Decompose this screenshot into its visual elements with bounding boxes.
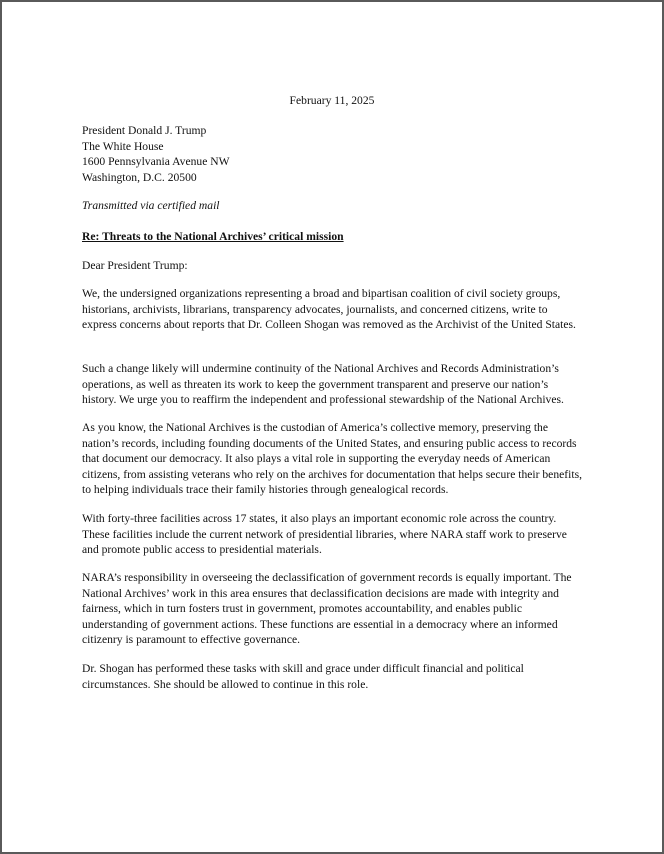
- body-paragraph: NARA’s responsibility in overseeing the declassification of government records is equally important. The National Archives’ work in this area ensures that declassification decisions are made with integrity and fairness, which in turn fosters trust in government, promotes accountability, and enables public understanding of government actions. These functions are essential in a democracy where an informed citizenry is paramount to effective governance.: [82, 571, 572, 647]
- recipient-street: 1600 Pennsylvania Avenue NW: [82, 155, 230, 169]
- recipient-organization: The White House: [82, 139, 164, 153]
- recipient-name: President Donald J. Trump: [82, 124, 207, 137]
- salutation: Dear President Trump:: [82, 259, 188, 272]
- body-paragraph: With forty-three facilities across 17 states, it also plays an important economic role across the country. These facilities include the current network of presidential libraries, where NARA staff work to preserve and promote public access to presidential materials.: [82, 512, 567, 557]
- transmittal-note: Transmitted via certified mail: [82, 199, 220, 212]
- letter-date: February 11, 2025: [289, 94, 375, 107]
- body-paragraph: As you know, the National Archives is the custodian of America’s collective memory, preserving the nation’s records, including founding documents of the United States, and ensuring public access to records that document our democracy. It also plays a vital role in supporting the everyday needs of American citizens, from assisting veterans who rely on the archives for documentation that helps secure their benefits, to helping individuals trace their family histories through genealogical records.: [82, 421, 582, 497]
- body-paragraph: We, the undersigned organizations representing a broad and bipartisan coalition of civil society groups, historians, archivists, librarians, transparency advocates, journalists, and concerned citizens, write to express concerns about reports that Dr. Colleen Shogan was removed as the Archivist of the United States.: [82, 287, 576, 332]
- body-paragraph: Such a change likely will undermine continuity of the National Archives and Records Administration’s operations, as well as threaten its work to keep the government transparent and preserve our nation’s history. We urge you to reaffirm the independent and professional stewardship of the National Archives.: [82, 362, 564, 407]
- body-paragraph: Dr. Shogan has performed these tasks with skill and grace under difficult financial and political circumstances. She should be allowed to continue in this role.: [82, 662, 524, 691]
- recipient-address: [82, 123, 582, 185]
- subject-line: Re: Threats to the National Archives’ critical mission: [82, 230, 344, 243]
- recipient-city: Washington, D.C. 20500: [82, 170, 197, 184]
